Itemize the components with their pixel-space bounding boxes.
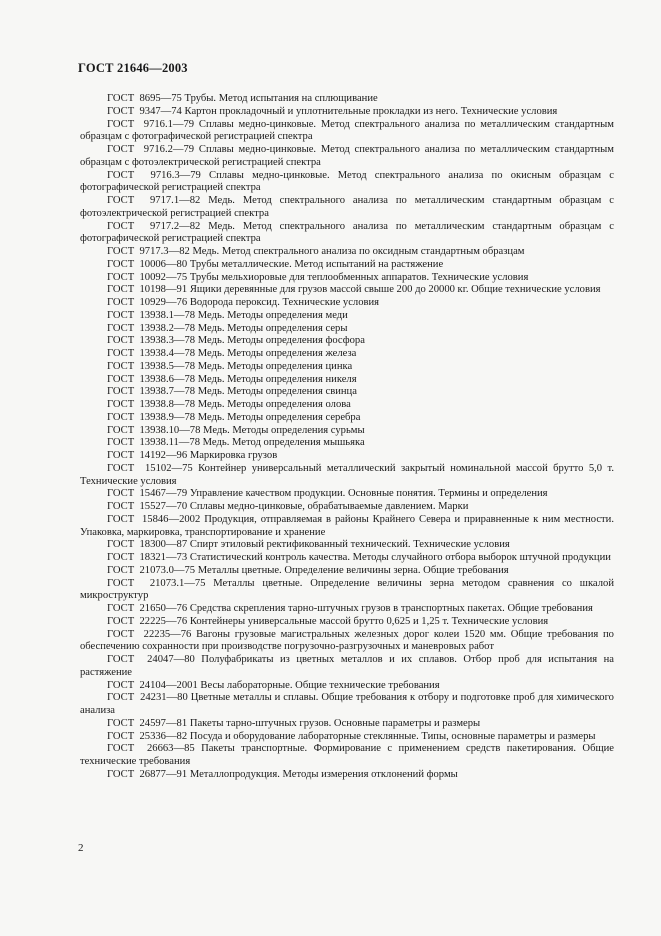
standard-title: Медь. Метод спектрального анализа по металлическим стандартным образцам с фотографической регистрацией спектра [80, 220, 614, 245]
standard-title: Контейнер универсальный металлический закрытый номинальной массой брутто 5,0 т. Технические условия [80, 462, 614, 487]
reference-item [80, 361, 614, 374]
standard-code: ГОСТ 9717.1—82 [107, 195, 201, 206]
standard-title: Медь. Методы определения серебра [197, 411, 361, 423]
reference-item [80, 323, 614, 336]
standard-title: Медь. Методы определения серы [197, 322, 348, 334]
standard-title: Весы лабораторные. Общие технические требования [200, 679, 440, 691]
standard-title: Трубы мельхиоровые для теплообменных аппаратов. Технические условия [189, 271, 529, 283]
reference-item [80, 272, 614, 285]
reference-item [80, 93, 614, 106]
standard-title: Медь. Методы определения железа [197, 348, 357, 359]
reference-item [80, 629, 614, 655]
reference-item [80, 335, 614, 348]
reference-item [80, 718, 614, 731]
reference-item [80, 106, 614, 119]
standard-title: Медь. Методы определения свинца [197, 386, 357, 398]
normative-references-list [80, 93, 614, 782]
standard-title: Вагоны грузовые магистральных железных дорог колеи 1520 мм. Общие требования по обеспечению сохранности при производстве погрузочно-разгрузочных и маневровых работ [80, 628, 614, 653]
reference-item [80, 221, 614, 247]
standard-title: Средства скрепления тарно-штучных грузов в транспортных пакетах. Общие требования [189, 603, 593, 614]
standard-code: ГОСТ 13938.4—78 [107, 348, 196, 359]
standard-title: Спирт этиловый ректификованный технический. Технические условия [189, 539, 510, 551]
standard-code: ГОСТ 21073.0—75 [107, 564, 196, 576]
standard-code: ГОСТ 14192—96 [107, 450, 188, 461]
reference-item [80, 692, 614, 718]
reference-item [80, 386, 614, 399]
reference-item [80, 450, 614, 463]
standard-title: Медь. Метод спектрального анализа по металлическим стандартным образцам с фотоэлектрической регистрацией спектра [80, 195, 614, 219]
standard-code: ГОСТ 24047—80 [107, 654, 195, 665]
standard-code: ГОСТ 13938.6—78 [107, 373, 196, 385]
standard-code: ГОСТ 9716.1—79 [107, 118, 195, 130]
standard-title: Медь. Метод спектрального анализа по оксидным стандартным образцам [192, 246, 525, 257]
standard-code: ГОСТ 26877—91 [107, 768, 188, 780]
standard-code: ГОСТ 10092—75 [107, 271, 188, 283]
reference-item [80, 552, 614, 565]
standard-title: Трубы металлические. Метод испытаний на растяжение [189, 258, 444, 270]
standard-code: ГОСТ 13938.8—78 [107, 399, 196, 410]
reference-item [80, 565, 614, 578]
standard-code: ГОСТ 13938.2—78 [107, 322, 196, 334]
standard-title: Маркировка грузов [189, 450, 278, 461]
reference-item [80, 348, 614, 361]
reference-item [80, 399, 614, 412]
standard-code: ГОСТ 9716.3—79 [107, 169, 201, 181]
standard-title: Цветные металлы и сплавы. Общие требования к отбору и подготовке проб для химического анализа [80, 692, 614, 716]
standard-code: ГОСТ 13938.1—78 [107, 309, 196, 321]
standard-code: ГОСТ 9717.2—82 [107, 220, 201, 232]
standard-code: ГОСТ 13938.3—78 [107, 335, 196, 347]
standard-code: ГОСТ 13938.7—78 [107, 386, 196, 398]
standard-title: Сплавы медно-цинковые. Метод спектрального анализа по металлическим стандартным образцам с фотоэлектрической регистрацией спектра [80, 144, 614, 168]
reference-item [80, 310, 614, 323]
standard-title: Медь. Методы определения олова [197, 399, 351, 410]
standard-title: Металлопродукция. Методы измерения отклонений формы [189, 768, 458, 780]
standard-code: ГОСТ 26663—85 [107, 743, 195, 755]
reference-item [80, 437, 614, 450]
reference-item [80, 680, 614, 693]
reference-item [80, 144, 614, 170]
standard-code: ГОСТ 10198—91 [107, 284, 188, 296]
standard-code: ГОСТ 24597—81 [107, 717, 188, 729]
reference-item [80, 654, 614, 680]
reference-item [80, 488, 614, 501]
standard-code: ГОСТ 22235—76 [107, 628, 192, 640]
standard-code: ГОСТ 21073.1—75 [107, 577, 206, 589]
reference-item [80, 412, 614, 425]
page-number: 2 [78, 842, 84, 854]
standard-code: ГОСТ 15102—75 [107, 462, 193, 474]
standard-title: Пакеты тарно-штучных грузов. Основные параметры и размеры [189, 717, 481, 729]
standard-code: ГОСТ 15846—2002 [107, 513, 201, 525]
standard-code: ГОСТ 22225—76 [107, 615, 188, 627]
reference-item [80, 731, 614, 744]
reference-item [80, 425, 614, 438]
reference-item [80, 514, 614, 540]
reference-item [80, 259, 614, 272]
reference-item [80, 463, 614, 489]
standard-code: ГОСТ 18321—73 [107, 552, 188, 563]
standard-title: Полуфабрикаты из цветных металлов и их сплавов. Отбор проб для испытания на растяжение [80, 654, 614, 678]
standard-title: Управление качеством продукции. Основные понятия. Термины и определения [189, 488, 548, 500]
standard-title: Сплавы медно-цинковые. Метод спектрального анализа по металлическим стандартным образцам с фотографической регистрацией спектра [80, 118, 614, 143]
standard-code: ГОСТ 24231—80 [107, 692, 188, 704]
standard-code: ГОСТ 10929—76 [107, 297, 188, 308]
standard-code: ГОСТ 10006—80 [107, 258, 188, 270]
standard-code: ГОСТ 8695—75 [107, 93, 182, 104]
standard-title: Картон прокладочный и уплотнительные прокладки из него. Технические условия [184, 105, 558, 117]
standard-title: Статистический контроль качества. Методы случайного отбора выборок штучной продукции [189, 552, 611, 563]
standard-title: Металлы цветные. Определение величины зерна методом сравнения со шкалой микроструктур [80, 577, 614, 602]
standard-title: Водорода пероксид. Технические условия [189, 297, 380, 308]
standard-title: Медь. Методы определения меди [197, 309, 348, 321]
standard-code: ГОСТ 9716.2—79 [107, 144, 195, 155]
reference-item [80, 297, 614, 310]
standard-title: Сплавы медно-цинковые, обрабатываемые давлением. Марки [189, 501, 469, 512]
standard-title: Медь. Методы определения сурьмы [203, 424, 365, 436]
standard-code: ГОСТ 13938.11—78 [107, 437, 200, 449]
standard-title: Металлы цветные. Определение величины зерна. Общие требования [197, 564, 509, 576]
reference-item [80, 769, 614, 782]
standard-title: Пакеты транспортные. Формирование с применением средств пакетирования. Общие технические требования [80, 743, 614, 767]
standard-title: Посуда и оборудование лабораторные стеклянные. Типы, основные параметры и размеры [189, 730, 596, 742]
reference-item [80, 170, 614, 196]
standard-code: ГОСТ 9717.3—82 [107, 246, 190, 257]
standard-code: ГОСТ 15527—70 [107, 501, 188, 512]
reference-item [80, 284, 614, 297]
standard-code: ГОСТ 21650—76 [107, 603, 188, 614]
standard-code: ГОСТ 13938.9—78 [107, 411, 196, 423]
reference-item [80, 539, 614, 552]
standard-title: Медь. Методы определения цинка [197, 360, 353, 372]
standard-title: Ящики деревянные для грузов массой свыше 200 до 20000 кг. Общие технические условия [189, 284, 601, 296]
standard-code: ГОСТ 13938.10—78 [107, 424, 201, 436]
reference-item [80, 603, 614, 616]
standard-title: Медь. Методы определения никеля [197, 373, 357, 385]
standard-title: Продукция, отправляемая в районы Крайнего Севера и приравненные к ним местности. Упаковка, маркировка, транспортирование и хранение [80, 513, 614, 538]
standard-title: Трубы. Метод испытания на сплющивание [184, 93, 378, 104]
standard-code: ГОСТ 18300—87 [107, 539, 188, 551]
standard-title: Сплавы медно-цинковые. Метод спектрального анализа по окисным образцам с фотографической регистрацией спектра [80, 169, 615, 194]
reference-item [80, 616, 614, 629]
reference-item [80, 119, 614, 145]
reference-item [80, 578, 614, 604]
reference-item [80, 195, 614, 221]
standard-code: ГОСТ 25336—82 [107, 730, 188, 742]
standard-title: Медь. Методы определения фосфора [197, 335, 365, 347]
standard-code: ГОСТ 13938.5—78 [107, 360, 196, 372]
document-header: ГОСТ 21646—2003 [78, 61, 188, 75]
standard-code: ГОСТ 24104—2001 [107, 679, 198, 691]
reference-item [80, 743, 614, 769]
standard-code: ГОСТ 15467—79 [107, 488, 188, 500]
reference-item [80, 374, 614, 387]
standard-code: ГОСТ 9347—74 [107, 105, 182, 117]
reference-item [80, 246, 614, 259]
standard-title: Медь. Метод определения мышьяка [202, 437, 365, 449]
standard-title: Контейнеры универсальные массой брутто 0,625 и 1,25 т. Технические условия [189, 615, 549, 627]
reference-item [80, 501, 614, 514]
